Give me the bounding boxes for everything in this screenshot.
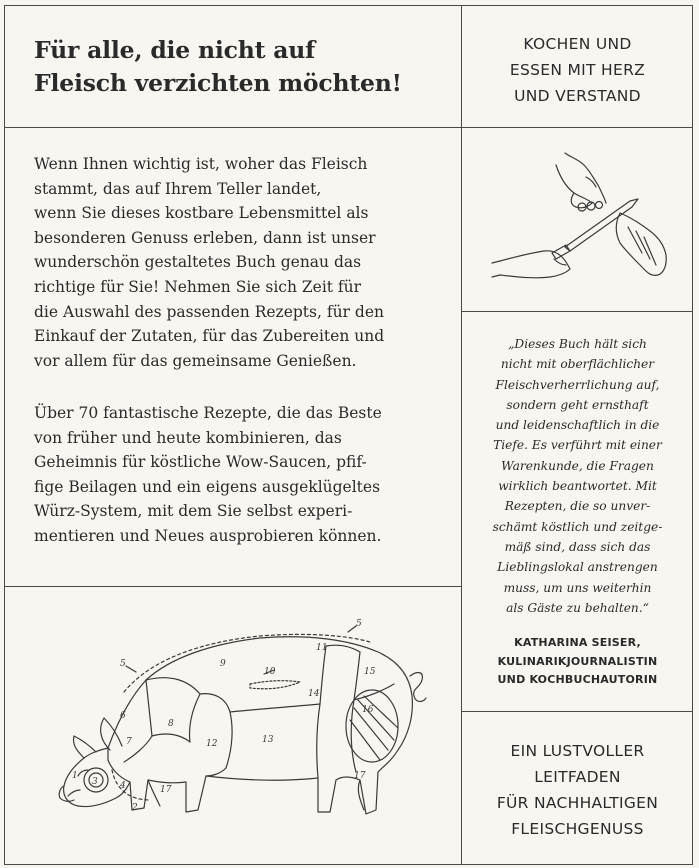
tagline-line: EIN LUSTVOLLER [510, 742, 645, 760]
text-line: Würz-System, mit dem Sie selbst experi- [34, 502, 353, 521]
pig-number: 17 [354, 771, 366, 781]
text-line: richtige für Sie! Nehmen Sie sich Zeit für [34, 277, 362, 296]
paragraph-1 [34, 152, 384, 373]
pig-number: 12 [206, 739, 218, 749]
pig-number: 15 [364, 667, 376, 677]
quote-line: Lieblingslokal anstrengen [497, 560, 658, 575]
rule-left-top [4, 127, 462, 128]
pig-number: 11 [316, 643, 328, 653]
quote-line: „Dieses Buch hält sich [508, 337, 647, 351]
pig-number: 5 [356, 619, 362, 629]
pig-number: 3 [92, 777, 98, 787]
headline-line: Für alle, die nicht auf [34, 36, 316, 64]
text-line: fige Beilagen und ein eigens ausgeklügeltes [34, 477, 381, 496]
headline [34, 34, 449, 100]
pig-number: 17 [160, 785, 172, 795]
quote-line: Rezepten, die so unver- [504, 499, 651, 514]
pig-number: 2 [132, 803, 138, 813]
pig-cuts-illustration [20, 600, 440, 860]
rule-left-mid [4, 586, 462, 587]
tagline-line: LEITFADEN [534, 768, 621, 786]
tagline-line: UND VERSTAND [514, 87, 641, 105]
rule-right-1 [461, 127, 693, 128]
quote-line: sondern geht ernsthaft [506, 397, 649, 412]
quote-line: Tiefe. Es verführt mit einer [493, 438, 662, 453]
quote-line: wirklich beantwortet. Mit [498, 479, 657, 494]
pig-number: 9 [220, 659, 226, 669]
text-line: wunderschön gestaltetes Buch genau das [34, 253, 362, 272]
text-line: die Auswahl des passenden Rezepts, für den [34, 302, 384, 321]
pig-number: 6 [120, 711, 126, 721]
quote-line: Fleischverherrlichung auf, [495, 377, 660, 392]
text-line: wenn Sie dieses kostbare Lebensmittel als [34, 204, 369, 223]
tagline-line: KOCHEN UND [523, 35, 632, 53]
tagline-line: FÜR NACHHALTIGEN [496, 794, 659, 812]
text-line: Geheimnis für köstliche Wow-Saucen, pfif- [34, 453, 367, 472]
quote-line: Warenkunde, die Fragen [501, 458, 654, 473]
quote-line: als Gäste zu behalten.“ [506, 600, 649, 615]
rule-right-2 [461, 311, 693, 312]
quote-line: schämt köstlich und zeitge- [492, 519, 663, 534]
pig-number: 13 [262, 735, 274, 745]
text-line: besonderen Genuss erleben, dann ist unser [34, 228, 376, 247]
text-line: von früher und heute kombinieren, das [34, 428, 342, 447]
text-line: vor allem für das gemeinsame Genießen. [34, 351, 357, 370]
text-line: Über 70 fantastische Rezepte, die das Beste [34, 404, 382, 422]
pig-number: 4 [120, 781, 126, 791]
tagline-top [462, 31, 693, 109]
quote-line: nicht mit oberflächlicher [500, 357, 655, 372]
pig-number: 8 [168, 719, 174, 729]
tagline-line: FLEISCHGENUSS [511, 820, 644, 838]
pig-number: 14 [308, 689, 320, 699]
rule-right-3 [461, 711, 693, 712]
pig-number: 5 [120, 659, 126, 669]
review-quote [462, 334, 693, 618]
text-line: mentieren und Neues ausprobieren können. [34, 526, 382, 545]
quote-author [462, 634, 693, 690]
quote-line: und leidenschaftlich in die [495, 418, 660, 433]
author-line: KATHARINA SEISER, [514, 636, 641, 649]
quote-line: muss, um uns weiterhin [503, 580, 652, 595]
pig-number: 7 [126, 737, 132, 747]
author-line: KULINARIKJOURNALISTIN [497, 654, 658, 668]
pig-number: 10 [264, 667, 276, 677]
pig-number: 1 [72, 771, 78, 781]
headline-line: Fleisch verzichten möchten! [34, 69, 402, 97]
knife-hands-illustration [470, 135, 685, 305]
paragraph-2 [34, 401, 382, 549]
text-line: stammt, das auf Ihrem Teller landet, [34, 179, 322, 198]
text-line: Einkauf der Zutaten, für das Zubereiten und [34, 327, 385, 346]
author-line: UND KOCHBUCHAUTORIN [497, 673, 658, 686]
pig-number: 16 [362, 705, 374, 715]
tagline-bottom [462, 738, 693, 842]
quote-line: mäß sind, dass sich das [504, 539, 651, 554]
text-line: Wenn Ihnen wichtig ist, woher das Fleisch [34, 155, 368, 173]
tagline-line: ESSEN MIT HERZ [509, 61, 646, 79]
